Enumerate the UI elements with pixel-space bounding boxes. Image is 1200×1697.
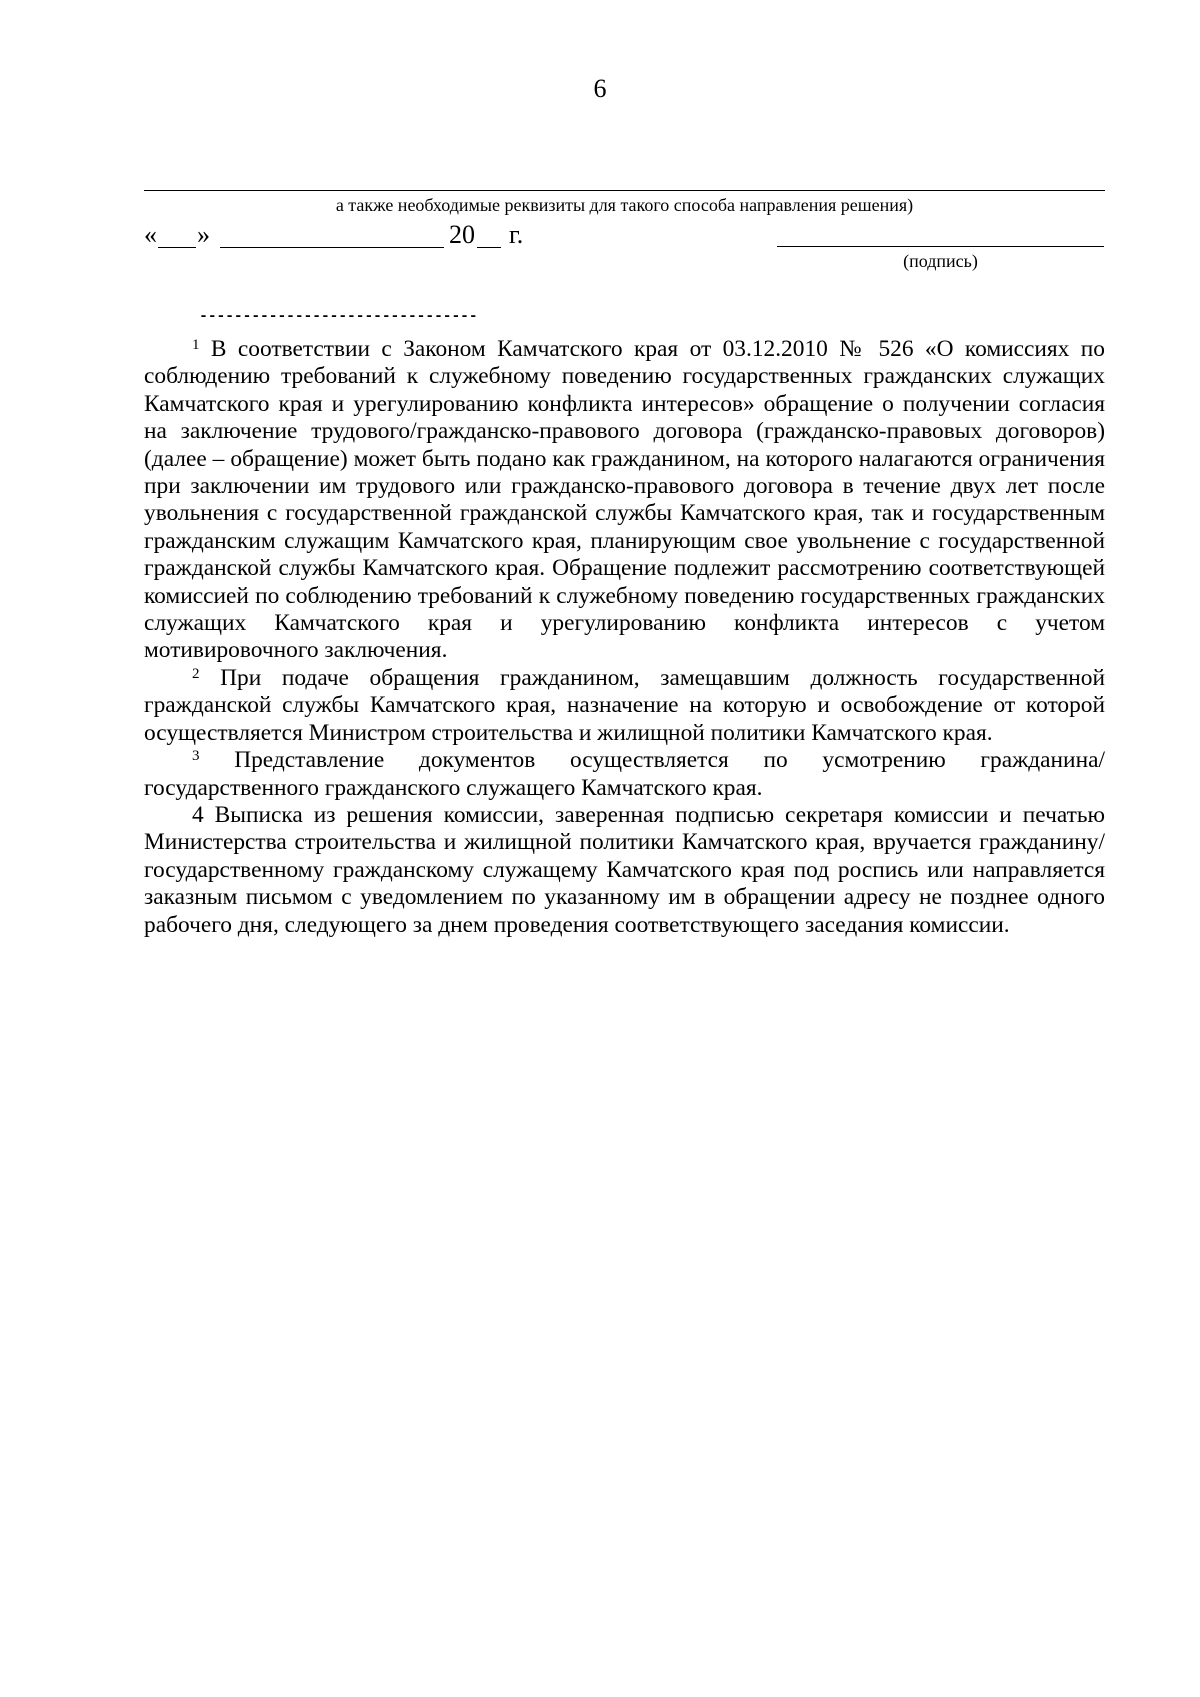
footnote-mark-1: 1 [192,337,200,353]
footnotes [144,336,1105,939]
month-blank [220,247,444,248]
footnote-text-3: Представление документов осуществляется по усмотрению гражданина/государственного гражданского служащего Камчатского края. [144,747,1105,801]
day-blank [158,247,196,248]
delivery-method-hint: а также необходимые реквизиты для такого способа направления решения) [335,195,914,215]
footnote-text-4: Выписка из решения комиссии, заверенная подписью секретаря комиссии и печатью Министерства строительства и жилищной политики Камчатского края, вручается гражданину/ государственному гражданскому служащему Камчатского края под роспись или направляется заказным письмом с уведомлением по указанному им в обращении адресу не позднее одного рабочего дня, следующего за днем проведения соответствующего заседания комиссии. [144,801,1105,938]
signature-caption: (подпись) [903,251,978,271]
footnote-2 [144,665,1105,747]
footnote-separator: -------------------------------- [199,308,478,325]
year-suffix: г. [509,220,524,249]
year-prefix: 20 [449,220,475,249]
delivery-method-line [144,190,1105,191]
footnote-text-2: При подаче обращения гражданином, замещавшим должность государственной гражданской службы Камчатского края, назначение на которую и освобождение от которой осуществляется Министром строительства и жилищной политики Камчатского края. [144,664,1105,746]
footnote-3 [144,747,1105,802]
quote-open: « [144,220,157,249]
year-blank [477,247,501,248]
page-number: 6 [593,74,607,103]
footnote-mark-3: 3 [192,748,200,765]
footnote-text-1: В соответствии с Законом Камчатского края от 03.12.2010 № 526 «О комиссиях по соблюдению требований к служебному поведению государственных гражданских служащих Камчатского края и урегулированию конфликта интересов» обращение о получении согласия на заключение трудового/гражданско-правового договора (гражданско-правовых договоров) (далее – обращение) может быть подано как гражданином, на которого налагаются ограничения при заключении им трудового или гражданско-правового договора в течение двух лет после увольнения с государственной гражданской службы Камчатского края, так и государственным гражданским служащим Камчатского края, планирующим свое увольнение с государственной гражданской службы Камчатского края. Обращение подлежит рассмотрению соответствующей комиссией по соблюдению требований к служебному поведению государственных гражданских служащих Камчатского края и урегулированию конфликта интересов с учетом мотивировочного заключения. [144,336,1105,664]
signature-line [777,246,1104,247]
date-row [144,220,1105,254]
footnote-mark-4: 4 [192,801,204,828]
footnote-1 [144,336,1105,665]
footnote-mark-2: 2 [192,665,200,682]
footnote-4 [144,802,1105,939]
quote-close: » [197,220,210,249]
